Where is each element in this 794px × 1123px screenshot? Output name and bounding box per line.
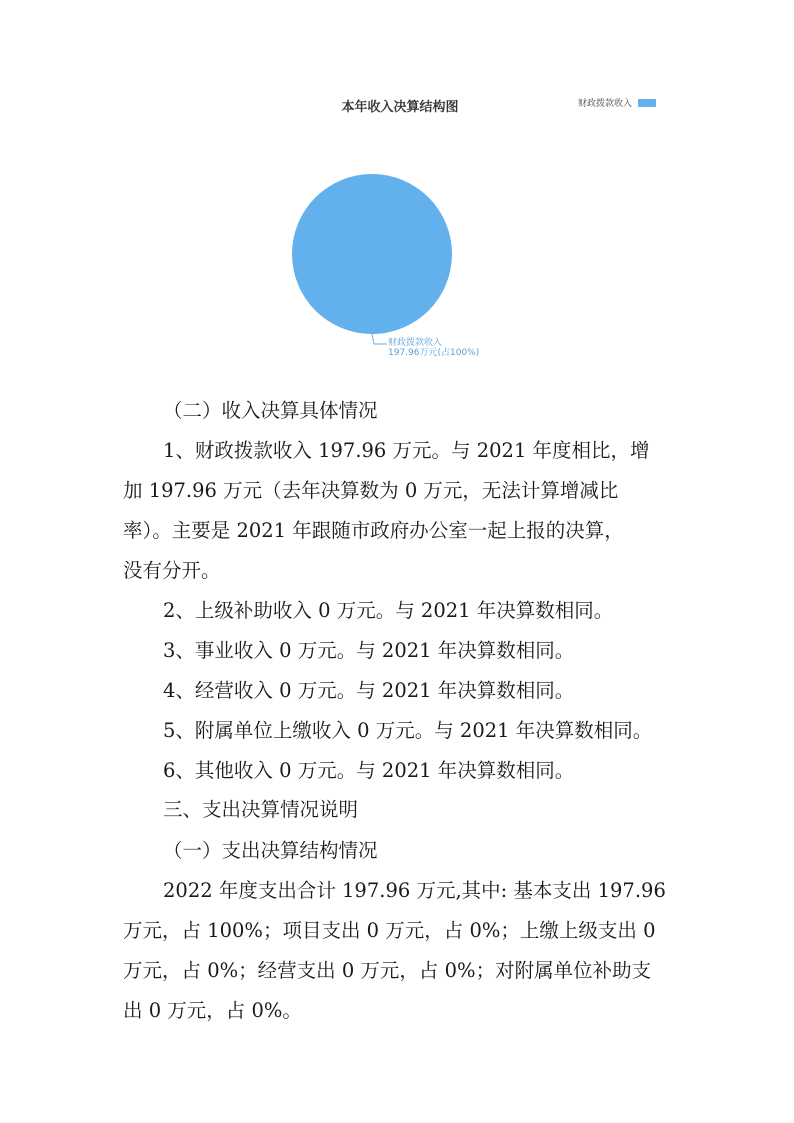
paragraph-2: 2、上级补助收入 0 万元。与 2021 年决算数相同。 xyxy=(163,599,614,622)
section-3-heading: 三、支出决算情况说明 xyxy=(163,798,359,821)
paragraph-1-line-2: 加 197.96 万元（去年决算数为 0 万元，无法计算增减比 xyxy=(123,479,619,502)
expense-paragraph-line-3: 万元，占 0%；经营支出 0 万元，占 0%；对附属单位补助支 xyxy=(123,959,652,982)
sub-heading-expense: （一）支出决算结构情况 xyxy=(163,839,378,862)
paragraph-1-line-1: 1、财政拨款收入 197.96 万元。与 2021 年度相比，增 xyxy=(163,439,650,462)
expense-paragraph-line-2: 万元，占 100%；项目支出 0 万元，占 0%；上缴上级支出 0 xyxy=(123,919,656,942)
legend-label: 财政拨款收入 xyxy=(578,99,633,109)
paragraph-1-line-3: 率）。主要是 2021 年跟随市政府办公室一起上报的决算， xyxy=(123,519,624,542)
paragraph-3: 3、事业收入 0 万元。与 2021 年决算数相同。 xyxy=(163,639,575,662)
pie-label-name: 财政拨款收入 xyxy=(388,338,443,348)
sub-heading-income: （二）收入决算具体情况 xyxy=(163,399,378,422)
paragraph-6: 6、其他收入 0 万元。与 2021 年决算数相同。 xyxy=(163,759,575,782)
expense-paragraph-line-4: 出 0 万元，占 0%。 xyxy=(123,999,302,1022)
chart-title: 本年收入决算结构图 xyxy=(341,100,459,115)
pie-label-value: 197.96万元(占100%) xyxy=(388,348,480,358)
pie-slice-fiscal xyxy=(292,174,452,334)
pie-chart xyxy=(0,0,794,380)
paragraph-4: 4、经营收入 0 万元。与 2021 年决算数相同。 xyxy=(163,679,575,702)
pie-label-line xyxy=(372,334,387,344)
paragraph-1-line-4: 没有分开。 xyxy=(123,559,221,582)
expense-paragraph-line-1: 2022 年度支出合计 197.96 万元,其中: 基本支出 197.96 xyxy=(163,879,666,902)
paragraph-5: 5、附属单位上缴收入 0 万元。与 2021 年决算数相同。 xyxy=(163,719,653,742)
